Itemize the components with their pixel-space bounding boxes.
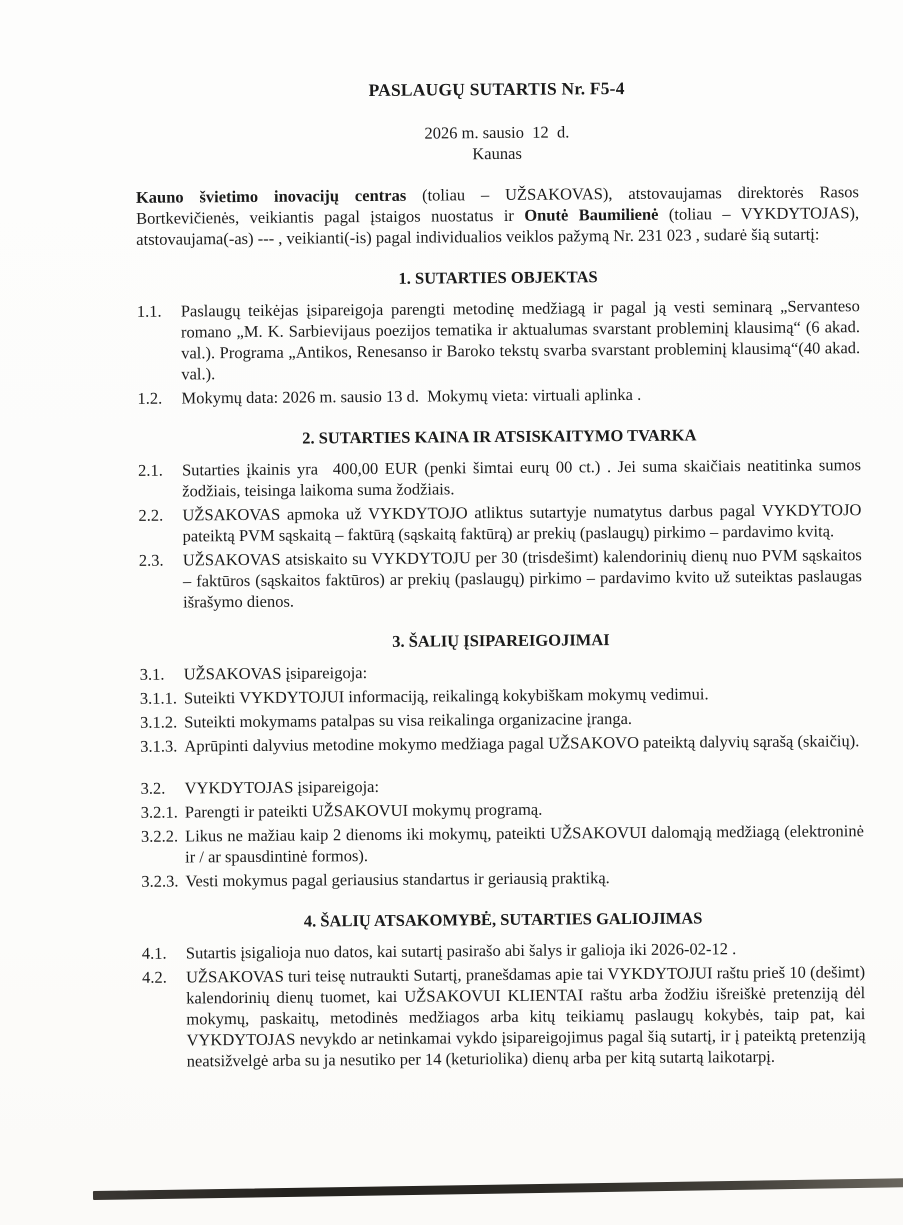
clause-1-1 bbox=[137, 295, 861, 385]
clause-text: Sutarties įkainis yra 400,00 EUR (penki šimtai eurų 00 ct.) . Jei suma skaičiais neatitinka sumos žodžiais, teisinga laikoma suma žodžiais. bbox=[181, 455, 862, 501]
section-4-heading: 4. ŠALIŲ ATSAKOMYBĖ, SUTARTIES GALIOJIMAS bbox=[303, 908, 703, 931]
section-3-heading: 3. ŠALIŲ ĮSIPAREIGOJIMAI bbox=[392, 630, 610, 651]
clause-number: 3.2. bbox=[140, 778, 166, 798]
clause-text: Parengti ir pateikti UŽSAKOVUI mokymų programą. bbox=[184, 799, 543, 822]
section-1-heading: 1. SUTARTIES OBJEKTAS bbox=[398, 267, 598, 288]
clause-3-1-2 bbox=[140, 706, 863, 733]
clause-2-2 bbox=[138, 499, 861, 547]
scan-edge-shadow bbox=[93, 1178, 903, 1200]
clause-number: 4.2. bbox=[141, 967, 167, 987]
clause-text: UŽSAKOVAS apmoka už VYKDYTOJO atliktus sutartyje numatytus darbus pagal VYKDYTOJO pateiktą PVM sąskaitą – faktūrą (sąskaitą faktūrą) ar prekių (paslaugų) pirkimo – pardavimo kvitą. bbox=[182, 500, 862, 546]
clause-number: 4.1. bbox=[141, 943, 167, 963]
clause-text: Sutartis įsigalioja nuo datos, kai sutartį pasirašo abi šalys ir galioja iki 2026-02-12 . bbox=[185, 939, 737, 963]
contractor-name: Onutė Baumilienė bbox=[524, 204, 659, 225]
clause-4-1 bbox=[142, 937, 865, 964]
clause-text: UŽSAKOVAS įsipareigoja: bbox=[183, 663, 368, 684]
clause-number: 3.1.2. bbox=[139, 712, 178, 732]
buyer-name: Kauno švietimo inovacijų centras bbox=[135, 185, 407, 207]
document-title: PASLAUGŲ SUTARTIS Nr. F5-4 bbox=[368, 77, 625, 101]
preamble-text: (toliau – VYKDYTOJAS), atstovaujama(-as) --- , veikianti(-is) pagal individualios veiklos pažymą Nr. 231 023 , sudarė šią sutartį: bbox=[136, 203, 860, 249]
clause-number: 3.1.1. bbox=[139, 688, 178, 708]
clause-number: 1.2. bbox=[137, 388, 163, 408]
section-2-heading: 2. SUTARTIES KAINA IR ATSISKAITYMO TVARKA bbox=[302, 425, 697, 448]
clause-number: 2.1. bbox=[137, 460, 163, 480]
clause-number: 3.1. bbox=[139, 664, 165, 684]
clause-1-2 bbox=[137, 382, 860, 409]
clause-number: 2.3. bbox=[138, 550, 164, 570]
clause-number: 3.2.3. bbox=[141, 871, 179, 891]
clause-text: Likus ne mažiau kaip 2 dienoms iki mokymų, pateikti UŽSAKOVUI dalomąją medžiagą (elektroninė ir / ar spausdintinė formos). bbox=[184, 821, 864, 867]
clause-text: Suteikti VYKDYTOJUI informaciją, reikalingą kokybiškam mokymų vedimui. bbox=[183, 684, 709, 708]
clause-text: Paslaugų teikėjas įsipareigoja parengti metodinę medžiagą ir pagal ją vesti seminarą „Servanteso romano „M. K. Sarbievijaus poezijos tematika ir aktualumas svarstant probleminį klausimą“ (6 akad. val.). Programa „Antikos, Renesanso ir Baroko tekstų svarba svarstant probleminį klausimą“(40 akad. val.). bbox=[180, 296, 861, 384]
clause-2-1 bbox=[138, 454, 861, 502]
clause-number: 3.1.3. bbox=[140, 736, 178, 756]
clause-4-2 bbox=[142, 961, 866, 1072]
preamble-paragraph bbox=[136, 181, 859, 250]
clause-text: VYKDYTOJAS įsipareigoja: bbox=[184, 776, 380, 798]
clause-text: UŽSAKOVAS turi teisę nutraukti Sutartį, pranešdamas apie tai VYKDYTOJUI raštu prieš 10 (dešimt) kalendorinių dienų tuomet, kai UŽSAKOVUI KLIENTAI raštu arba žodžiu išreiškė pretenziją dėl mokymų, paskaitų, metodinės medžiagos arba kitų teikiamų paslaugų kokybės, taip pat, kai VYKDYTOJAS nevykdo ar netinkamai vykdo įsipareigojimus pagal šią sutartį, ir į pateiktą pretenziją neatsižvelgė arba su ja nesutiko per 14 (keturiolika) dienų arba per kitą sutartą laikotarpį. bbox=[185, 962, 866, 1071]
clause-text: Suteikti mokymams patalpas su visa reikalinga organizacine įranga. bbox=[184, 708, 633, 732]
clause-3-2 bbox=[140, 772, 863, 799]
clause-number: 3.2.2. bbox=[140, 826, 179, 846]
clause-3-1-3 bbox=[140, 730, 863, 757]
clause-text: Aprūpinti dalyvius metodine mokymo medžiaga pagal UŽSAKOVO pateiktą dalyvių sąrašą (skaičių). bbox=[184, 731, 860, 756]
contract-document bbox=[135, 75, 866, 1075]
clause-3-2-2 bbox=[141, 820, 864, 868]
clause-2-3 bbox=[139, 544, 862, 613]
clause-3-2-1 bbox=[141, 796, 864, 823]
clause-text: Mokymų data: 2026 m. sausio 13 d. Mokymų vieta: virtuali aplinka . bbox=[181, 384, 642, 408]
clause-3-1 bbox=[140, 658, 863, 685]
clause-3-1-1 bbox=[140, 682, 863, 709]
clause-number: 3.2.1. bbox=[140, 802, 178, 822]
clause-3-2-3 bbox=[141, 865, 864, 892]
clause-number: 2.2. bbox=[138, 505, 164, 525]
contract-city: Kaunas bbox=[472, 143, 522, 164]
contract-date-line: 2026 m. sausio 12 d. bbox=[424, 122, 570, 143]
preamble-text: (toliau – UŽSAKOVAS), atstovaujamas direktorės Rasos Bortkevičienės, veikiantis pagal įstaigos nuostatus ir bbox=[136, 182, 859, 228]
clause-text: UŽSAKOVAS atsiskaito su VYKDYTOJU per 30 (trisdešimt) kalendorinių dienų nuo PVM sąskaitos – faktūros (sąskaitos faktūros) ar prekių (paslaugų) pirkimo – pardavimo kvito už suteiktas paslaugas išrašymo dienos. bbox=[182, 545, 862, 612]
clause-text: Vesti mokymus pagal geriausius standartus ir geriausią praktiką. bbox=[185, 868, 610, 891]
clause-number: 1.1. bbox=[136, 301, 162, 321]
